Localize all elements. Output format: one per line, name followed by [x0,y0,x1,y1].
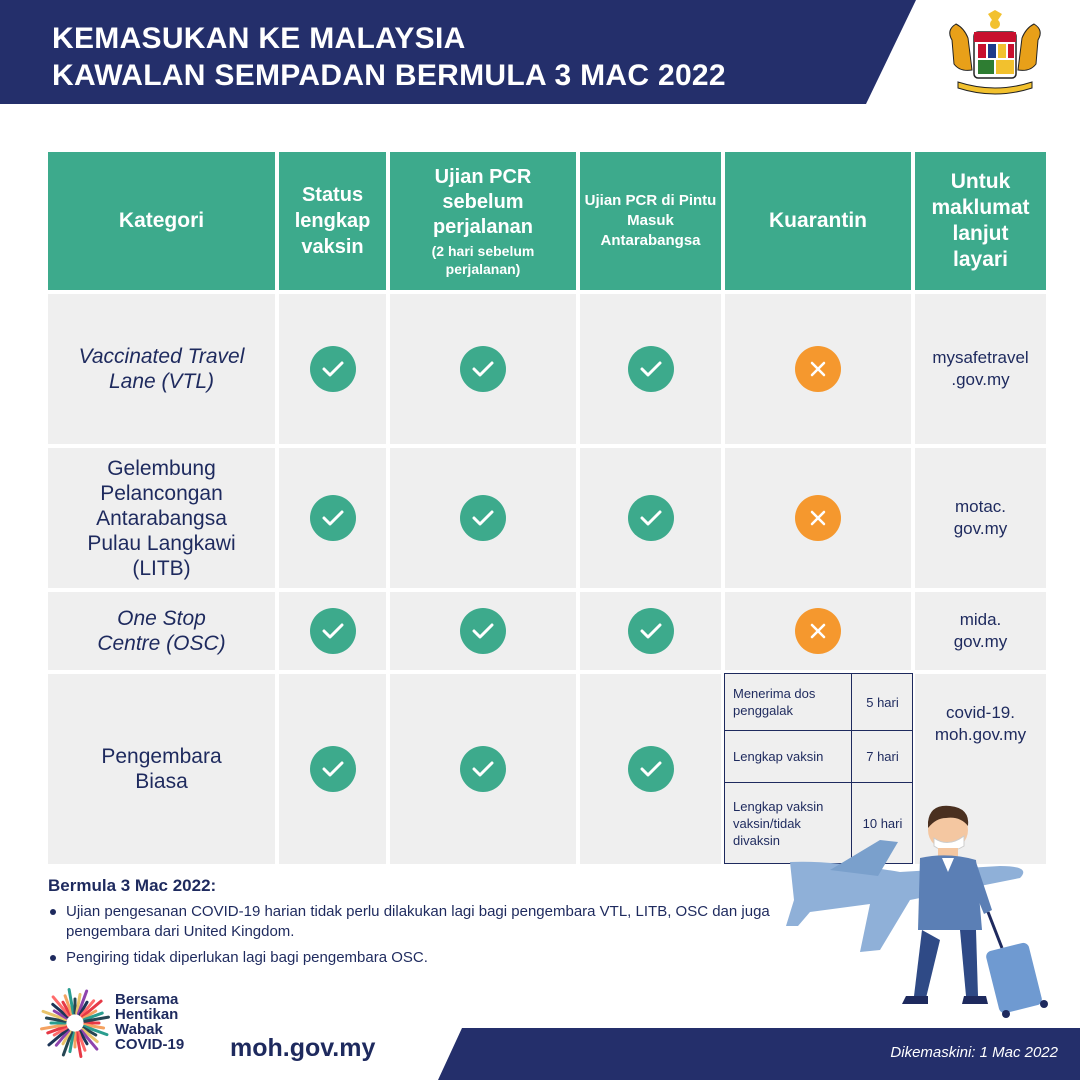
kategori-vtl: Vaccinated Travel Lane (VTL) [78,345,245,393]
header-maklumat: Untuk maklumat lanjut layari [915,152,1046,290]
cross-icon [795,495,841,541]
table-row-litb [48,448,1046,588]
note-text: Pengiring tidak diperlukan lagi bagi pengembara OSC. [66,949,428,966]
check-icon [310,608,356,654]
bullet-icon [50,955,56,961]
notes-title: Bermula 3 Mac 2022: [48,876,217,895]
coat-of-arms-icon [938,10,1052,98]
header-pcr-sebelum [390,152,576,290]
header-pcr-sebelum-sub: (2 hari sebelum perjalanan) [431,242,535,277]
quarantine-days: 7 hari [866,749,899,764]
cross-icon [795,346,841,392]
table-row-osc [48,592,1046,670]
list-item [48,902,788,942]
kategori-osc: One Stop Centre (OSC) [97,607,226,655]
table-header-row [48,152,1046,290]
logo-line: Wabak [115,1021,163,1038]
header-pcr-pintu: Ujian PCR di Pintu Masuk Antarabangsa [580,152,721,290]
last-updated: Dikemaskini: 1 Mac 2022 [890,1044,1058,1061]
header-status-vaksin: Status lengkap vaksin [279,152,386,290]
check-icon [628,495,674,541]
quarantine-days: 10 hari [862,815,903,831]
notes-section [48,876,788,974]
logo-line: COVID-19 [115,1036,185,1053]
check-icon [628,746,674,792]
kategori-litb: Gelembung Pelancongan Antarabangsa Pulau Langkawi (LITB) [87,456,236,580]
check-icon [460,346,506,392]
cross-icon [795,608,841,654]
link-mysafetravel[interactable]: mysafetravel .gov.my [932,348,1029,389]
check-icon [310,746,356,792]
kategori-pengembara-biasa: Pengembara Biasa [101,745,222,793]
bullet-icon [50,909,56,915]
note-text: Ujian pengesanan COVID-19 harian tidak perlu dilakukan lagi bagi pengembara VTL, LITB, OSC dan juga pengembara dari United Kingdom. [66,903,770,940]
covid19-campaign-logo-icon [40,988,110,1058]
title-line-2: KAWALAN SEMPADAN BERMULA 3 MAC 2022 [52,59,726,92]
quarantine-row [725,731,912,783]
campaign-logo-text [115,992,184,1052]
traveller-illustration [770,800,1070,1032]
check-icon [460,608,506,654]
list-item [48,948,788,968]
header-kategori: Kategori [48,152,275,290]
quarantine-row [725,674,912,731]
table-row-vtl [48,294,1046,444]
check-icon [460,746,506,792]
moh-site-link[interactable]: moh.gov.my [230,1034,376,1062]
check-icon [310,346,356,392]
logo-line: Hentikan [115,1006,179,1023]
quarantine-label: Lengkap vaksin [725,731,852,782]
link-mida[interactable]: mida. gov.my [953,610,1008,651]
header-pcr-sebelum-main: Ujian PCR sebelum perjalanan [432,165,534,238]
check-icon [460,495,506,541]
header-kuarantin: Kuarantin [725,152,911,290]
check-icon [628,346,674,392]
check-icon [310,495,356,541]
title-line-1: KEMASUKAN KE MALAYSIA [52,22,466,55]
quarantine-label: Menerima dos penggalak [725,674,852,730]
link-covid19-moh[interactable]: covid-19. moh.gov.my [934,703,1027,744]
logo-line: Bersama [115,991,179,1008]
page-title [52,20,726,94]
quarantine-days: 5 hari [866,694,899,710]
quarantine-label: Lengkap vaksin vaksin/tidak divaksin [725,783,852,863]
link-motac[interactable]: motac. gov.my [953,497,1008,538]
check-icon [628,608,674,654]
